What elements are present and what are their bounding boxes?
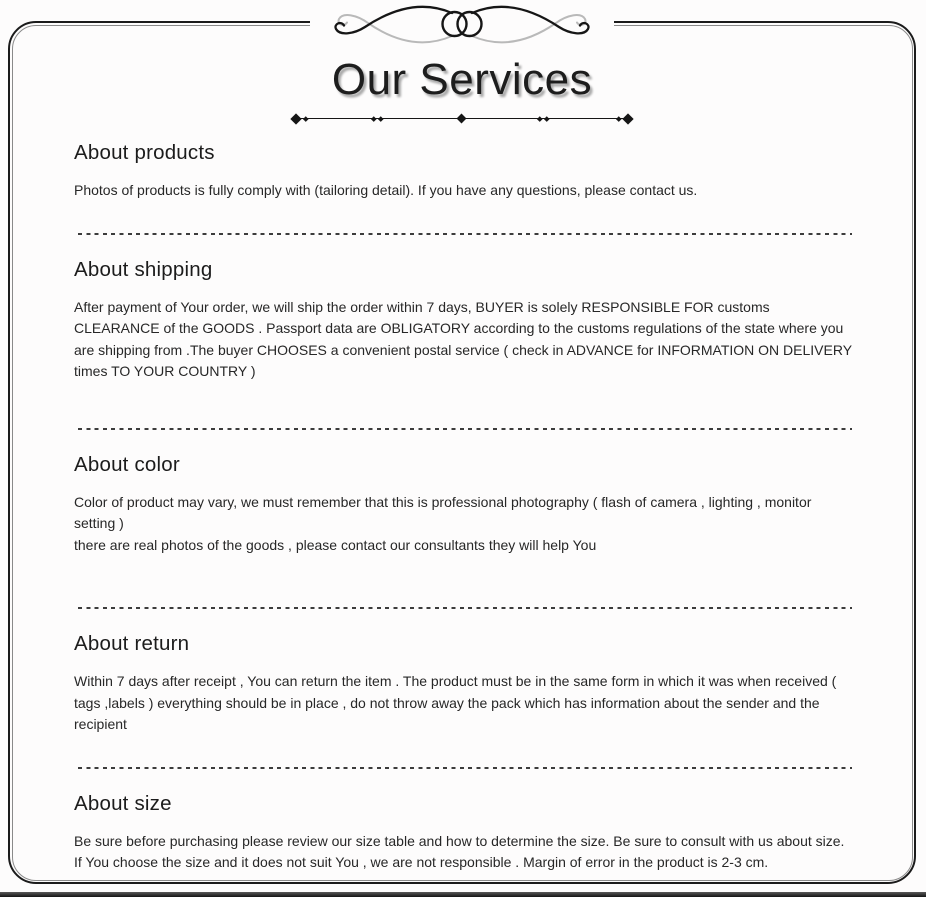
section-body xyxy=(74,671,856,736)
section-body xyxy=(74,297,856,383)
section-body xyxy=(74,492,856,557)
section-heading: About color xyxy=(74,452,180,476)
calligraphic-flourish-icon xyxy=(310,3,614,51)
section-heading: About products xyxy=(74,141,215,164)
service-section xyxy=(74,792,856,874)
sections xyxy=(10,125,914,874)
services-card xyxy=(8,21,916,884)
section-paragraph: Within 7 days after receipt , You can return the item . The product must be in the same form in which it was when received ( tags ,labels ) everything should be in place , do not throw away the pack which has information about the sender and the recipient xyxy=(74,673,837,732)
section-body xyxy=(74,831,856,874)
section-heading: About size xyxy=(74,791,172,815)
bottom-edge-strip xyxy=(0,892,926,897)
service-section xyxy=(74,453,856,577)
section-paragraph: there are real photos of the goods , please contact our consultants they will help You xyxy=(74,536,597,553)
service-section xyxy=(74,632,856,736)
section-paragraph: Be sure before purchasing please review our size table and how to determine the size. Be sure to consult with us about size. If You choose the size and it does not suit You , we are not responsible . Margin of error in the product is 2-3 cm. xyxy=(74,832,845,870)
service-section xyxy=(74,141,856,202)
dashed-separator xyxy=(78,607,852,609)
section-paragraph: Photos of products is fully comply with (tailoring detail). If you have any questions, please contact us. xyxy=(74,182,698,198)
page-title: Our Services xyxy=(331,55,593,104)
dashed-separator xyxy=(78,233,852,235)
diamond-divider-icon xyxy=(292,112,632,125)
section-heading: About shipping xyxy=(74,257,213,281)
section-body xyxy=(74,180,856,202)
dashed-separator xyxy=(78,428,852,430)
section-paragraph: Color of product may vary, we must remember that this is professional photography ( flash of camera , lighting , monitor setting ) xyxy=(74,493,812,531)
section-heading: About return xyxy=(74,632,190,655)
service-section xyxy=(74,258,856,397)
dashed-separator xyxy=(78,767,852,769)
section-paragraph: After payment of Your order, we will ship the order within 7 days, BUYER is solely RESPONSIBLE FOR customs CLEARANCE of the GOODS . Passport data are OBLIGATORY according to the customs regulations of the state where you are shipping from .The buyer CHOOSES a convenient postal service ( check in ADVANCE for INFORMATION ON DELIVERY times TO YOUR COUNTRY ) xyxy=(74,298,852,379)
